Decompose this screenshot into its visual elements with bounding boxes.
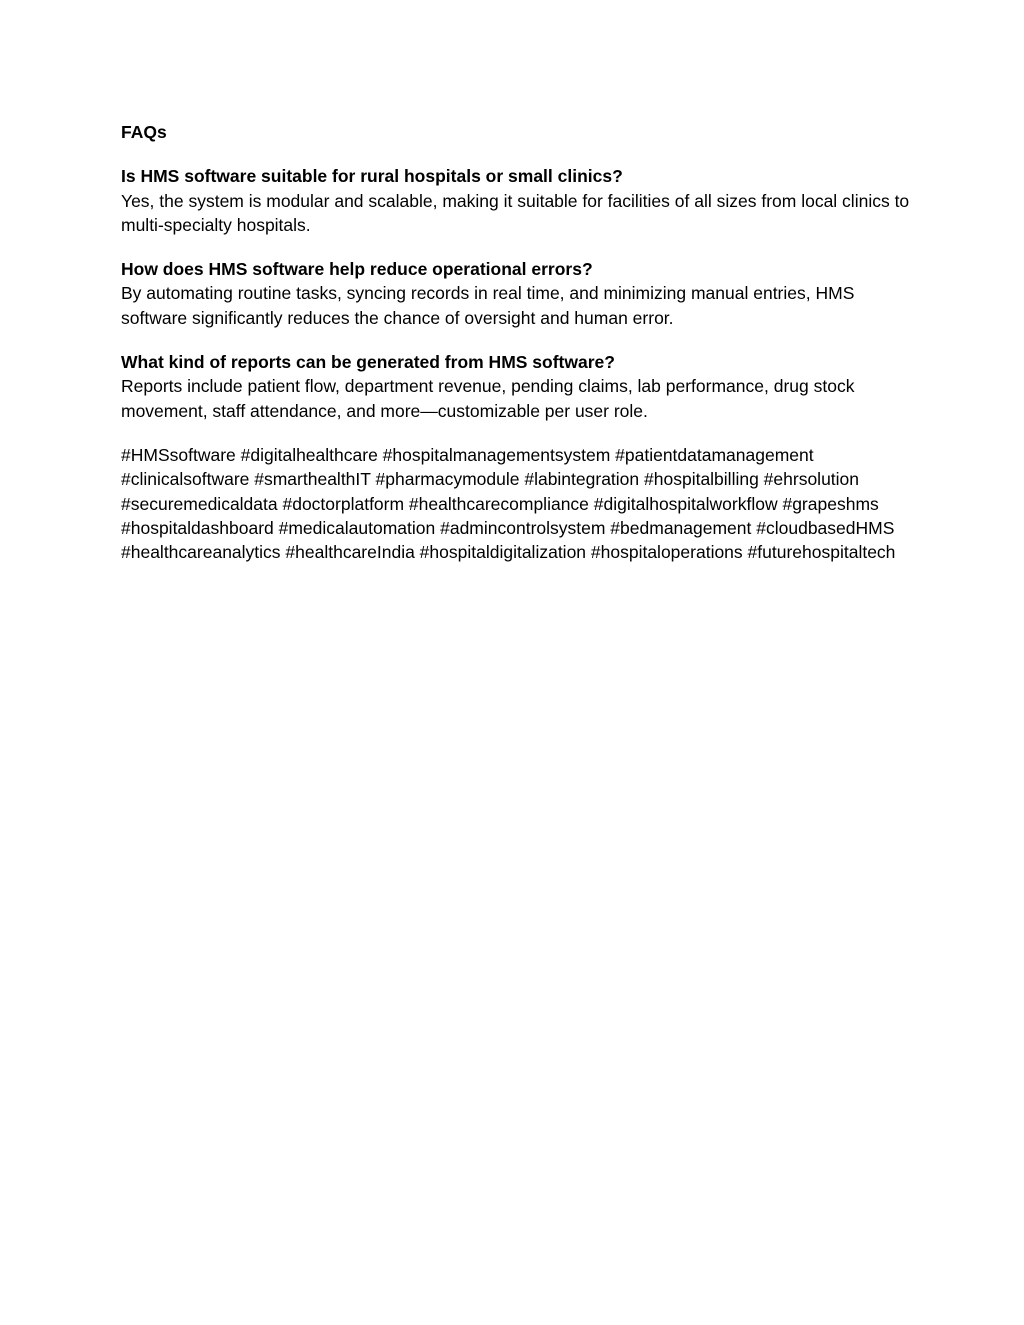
- faq-question: How does HMS software help reduce operational errors?: [121, 259, 593, 280]
- hashtag-paragraph: #HMSsoftware #digitalhealthcare #hospitalmanagementsystem #patientdatamanagement #clinicalsoftware #smarthealthIT #pharmacymodule #labintegration #hospitalbilling #ehrsolution #securemedicaldata #doctorplatform #healthcarecompliance #digitalhospitalworkflow #grapeshms #hospitaldashboard #medicalautomation #admincontrolsystem #bedmanagement #cloudbasedHMS #healthcareanalytics #healthcareIndia #hospitaldigitalization #hospitaloperations #futurehospitaltech: [121, 444, 896, 563]
- faq-item: [121, 164, 911, 237]
- faq-answer: By automating routine tasks, syncing records in real time, and minimizing manual entries, HMS software significantly reduces the chance of oversight and human error.: [121, 283, 855, 328]
- document-page: [121, 120, 911, 564]
- page-title: FAQs: [121, 122, 167, 142]
- faq-item: [121, 257, 911, 330]
- faq-question: What kind of reports can be generated from HMS software?: [121, 352, 615, 373]
- faq-answer: Reports include patient flow, department revenue, pending claims, lab performance, drug stock movement, staff attendance, and more—customizable per user role.: [121, 376, 855, 421]
- faq-answer: Yes, the system is modular and scalable, making it suitable for facilities of all sizes from local clinics to multi-specialty hospitals.: [121, 190, 910, 235]
- faq-question: Is HMS software suitable for rural hospitals or small clinics?: [121, 166, 623, 187]
- faq-item: [121, 350, 911, 423]
